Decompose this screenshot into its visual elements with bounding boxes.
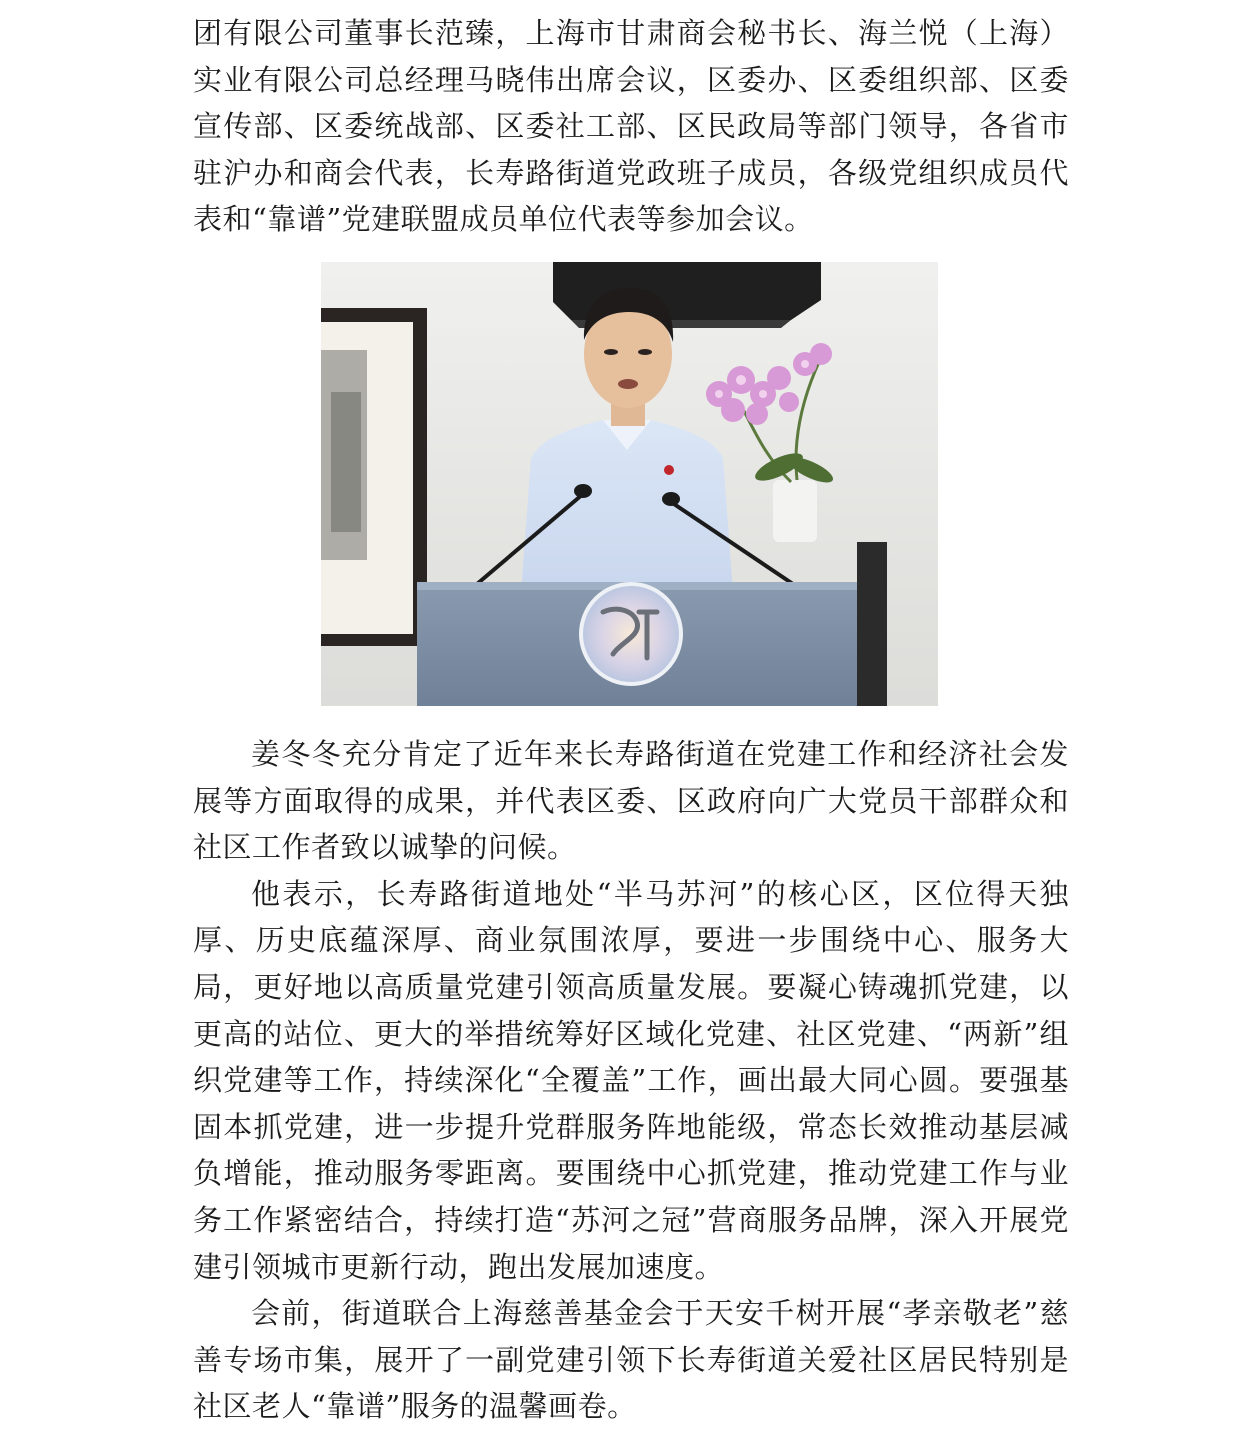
article-body (193, 731, 1069, 1430)
article-intro (193, 10, 1069, 243)
body-paragraph-3: 会前，街道联合上海慈善基金会于天安千树开展“孝亲敬老”慈善专场市集，展开了一副党建引领下长寿街道关爱社区居民特别是社区老人“靠谱”服务的温馨画卷。 (193, 1296, 1069, 1424)
intro-paragraph: 团有限公司董事长范臻，上海市甘肃商会秘书长、海兰悦（上海）实业有限公司总经理马晓伟出席会议，区委办、区委组织部、区委宣传部、区委统战部、区委社工部、区民政局等部门领导，各省市驻沪办和商会代表，长寿路街道党政班子成员，各级党组织成员代表和“靠谱”党建联盟成员单位代表等参加会议。 (193, 16, 1069, 237)
body-paragraph-1: 姜冬冬充分肯定了近年来长寿路街道在党建工作和经济社会发展等方面取得的成果，并代表区委、区政府向广大党员干部群众和社区工作者致以诚挚的问候。 (193, 737, 1069, 865)
body-paragraph-2: 他表示，长寿路街道地处“半马苏河”的核心区，区位得天独厚、历史底蕴深厚、商业氛围浓厚，要进一步围绕中心、服务大局，更好地以高质量党建引领高质量发展。要凝心铸魂抓党建，以更高的站位、更大的举措统筹好区域化党建、社区党建、“两新”组织党建等工作，持续深化“全覆盖”工作，画出最大同心圆。要强基固本抓党建，进一步提升党群服务阵地能级，常态长效推动基层减负增能，推动服务零距离。要围绕中心抓党建，推动党建工作与业务工作紧密结合，持续打造“苏河之冠”营商服务品牌，深入开展党建引领城市更新行动，跑出发展加速度。 (193, 876, 1069, 1284)
speaker-photo (321, 262, 938, 706)
speaker-at-podium-photo-icon (321, 262, 938, 706)
